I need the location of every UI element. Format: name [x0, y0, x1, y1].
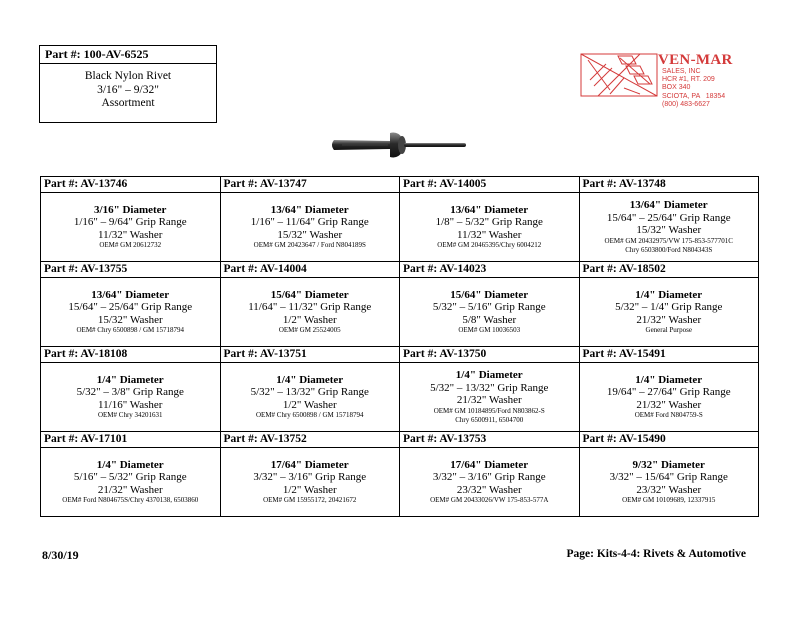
table-row: [41, 278, 759, 347]
grip-range: 1/8" – 5/32" Grip Range: [435, 216, 543, 229]
logo-address-line: (800) 483-6627: [662, 100, 710, 108]
grip-range: 3/32" – 15/64" Grip Range: [609, 471, 728, 484]
oem-reference: OEM# GM 10109689, 12337915: [622, 496, 716, 505]
part-number-cell: Part #: AV-13750: [400, 347, 580, 363]
logo-address-line: SALES, INC: [662, 68, 701, 75]
washer-size: 1/2" Washer: [282, 398, 337, 411]
spec-cell: [400, 278, 580, 347]
logo-address-line: HCR #1, RT. 209: [662, 76, 715, 84]
logo-address-line: SCIOTA, PA 18354: [662, 92, 726, 100]
washer-size: 21/32" Washer: [97, 483, 163, 496]
footer-page-label: Page: Kits-4-4: Rivets & Automotive: [566, 548, 746, 560]
ven-mar-logo: [580, 50, 750, 110]
table-row-header: [41, 177, 759, 193]
part-number-cell: Part #: AV-13753: [400, 432, 580, 448]
diameter: 1/4" Diameter: [635, 373, 703, 386]
diameter: 17/64" Diameter: [450, 458, 529, 471]
grip-range: 5/16" – 5/32" Grip Range: [73, 471, 187, 484]
kit-description: [40, 64, 216, 111]
diameter: 13/64" Diameter: [270, 203, 349, 216]
spec-cell: [579, 448, 759, 517]
table-row-header: [41, 347, 759, 363]
diameter: 15/64" Diameter: [450, 288, 529, 301]
grip-range: 5/32" – 13/32" Grip Range: [430, 381, 549, 394]
washer-size: 21/32" Washer: [456, 394, 522, 407]
logo-company-name: VEN-MAR: [658, 52, 733, 68]
diameter: 3/16" Diameter: [94, 203, 167, 216]
oem-reference: Chry 6503800/Ford N804343S: [625, 245, 713, 254]
grip-range: 11/64" – 11/32" Grip Range: [248, 301, 372, 314]
washer-size: 11/32" Washer: [457, 228, 522, 241]
diameter: 13/64" Diameter: [91, 288, 170, 301]
oem-reference: OEM# GM 25524005: [278, 326, 341, 335]
oem-reference: OEM# Chry 34201631: [97, 411, 163, 420]
logo-address-line: BOX 340: [662, 84, 691, 92]
spec-cell: [579, 363, 759, 432]
grip-range: 19/64" – 27/64" Grip Range: [606, 386, 731, 399]
spec-cell: [41, 193, 221, 262]
part-header-box: [39, 45, 217, 123]
part-number-cell: Part #: AV-14023: [400, 262, 580, 278]
rivet-parts-table: [40, 176, 759, 517]
diameter: 15/64" Diameter: [270, 288, 349, 301]
part-number-cell: Part #: AV-13747: [220, 177, 400, 193]
grip-range: 1/16" – 11/64" Grip Range: [250, 216, 369, 229]
oem-reference: Chry 6500911, 6504700: [455, 415, 524, 424]
oem-reference: OEM# GM 20433026/VW 175-853-577A: [430, 496, 549, 505]
kit-part-number: Part #: 100-AV-6525: [40, 46, 216, 64]
washer-size: 15/32" Washer: [97, 313, 163, 326]
spec-cell: [220, 363, 400, 432]
oem-reference: OEM# GM 15955172, 20421672: [263, 496, 357, 505]
washer-size: 11/32" Washer: [98, 228, 163, 241]
table-row: [41, 363, 759, 432]
washer-size: 23/32" Washer: [456, 483, 522, 496]
spec-cell: [400, 363, 580, 432]
grip-range: 5/32" – 3/8" Grip Range: [76, 386, 184, 399]
rivet-illustration: [330, 128, 470, 162]
spec-cell: [579, 193, 759, 262]
grip-range: 3/32" – 3/16" Grip Range: [253, 471, 367, 484]
washer-size: 5/8" Washer: [462, 313, 517, 326]
oem-reference: OEM# GM 20465395/Chry 6004212: [437, 241, 542, 250]
diameter: 1/4" Diameter: [96, 373, 164, 386]
table-row: [41, 193, 759, 262]
grip-range: 5/32" – 5/16" Grip Range: [432, 301, 546, 314]
spec-cell: [220, 278, 400, 347]
kit-description-line: Black Nylon Rivet: [84, 70, 172, 82]
diameter: 1/4" Diameter: [635, 288, 703, 301]
part-number-cell: Part #: AV-13752: [220, 432, 400, 448]
spec-cell: [400, 193, 580, 262]
part-number-cell: Part #: AV-18108: [41, 347, 221, 363]
washer-size: 21/32" Washer: [636, 313, 702, 326]
oem-reference: OEM# GM 20423647 / Ford N804189S: [253, 241, 366, 250]
part-number-cell: Part #: AV-13748: [579, 177, 759, 193]
table-row-header: [41, 262, 759, 278]
washer-size: 23/32" Washer: [636, 483, 702, 496]
oem-reference: OEM# GM 10184895/Ford N803862-S: [433, 406, 545, 415]
grip-range: 5/32" – 1/4" Grip Range: [615, 301, 723, 314]
spec-cell: [220, 448, 400, 517]
diameter: 13/64" Diameter: [450, 203, 529, 216]
diameter: 1/4" Diameter: [455, 369, 523, 382]
part-number-cell: Part #: AV-13755: [41, 262, 221, 278]
oem-reference: OEM# Ford N804759-S: [634, 411, 703, 420]
washer-size: 1/2" Washer: [282, 313, 337, 326]
spec-cell: [579, 278, 759, 347]
footer-date: 8/30/19: [42, 548, 79, 562]
washer-size: 15/32" Washer: [636, 224, 702, 237]
table-row: [41, 448, 759, 517]
diameter: 13/64" Diameter: [629, 199, 708, 212]
diameter: 1/4" Diameter: [96, 458, 164, 471]
oem-reference: OEM# GM 20432975/VW 175-853-577701C: [604, 236, 733, 245]
spec-cell: [41, 363, 221, 432]
washer-size: 15/32" Washer: [277, 228, 343, 241]
kit-description-line: Assortment: [101, 97, 155, 109]
grip-range: 1/16" – 9/64" Grip Range: [73, 216, 187, 229]
part-number-cell: Part #: AV-14005: [400, 177, 580, 193]
grip-range: 15/64" – 25/64" Grip Range: [606, 211, 731, 224]
part-number-cell: Part #: AV-14004: [220, 262, 400, 278]
oem-reference: OEM# GM 10036503: [458, 326, 521, 335]
logo-address: [662, 68, 725, 109]
spec-cell: [220, 193, 400, 262]
kit-description-line: 3/16" – 9/32": [97, 83, 159, 96]
washer-size: 11/16" Washer: [98, 398, 163, 411]
grip-range: 15/64" – 25/64" Grip Range: [68, 301, 193, 314]
oem-reference: OEM# Ford N804675S/Chry 4370138, 6503860: [62, 496, 199, 505]
oem-reference: OEM# Chry 6500898 / GM 15718794: [255, 411, 364, 420]
diameter: 17/64" Diameter: [270, 458, 349, 471]
part-number-cell: Part #: AV-15490: [579, 432, 759, 448]
spec-cell: [41, 448, 221, 517]
washer-size: 21/32" Washer: [636, 398, 702, 411]
spec-cell: [41, 278, 221, 347]
logo-mark-icon: [580, 50, 662, 100]
grip-range: 5/32" – 13/32" Grip Range: [250, 386, 369, 399]
diameter: 1/4" Diameter: [276, 373, 344, 386]
spec-cell: [400, 448, 580, 517]
part-number-cell: Part #: AV-13751: [220, 347, 400, 363]
table-row-header: [41, 432, 759, 448]
diameter: 9/32" Diameter: [632, 458, 705, 471]
part-number-cell: Part #: AV-17101: [41, 432, 221, 448]
grip-range: 3/32" – 3/16" Grip Range: [432, 471, 546, 484]
oem-reference: General Purpose: [645, 326, 692, 335]
washer-size: 1/2" Washer: [282, 483, 337, 496]
oem-reference: OEM# Chry 6500898 / GM 15718794: [76, 326, 185, 335]
part-number-cell: Part #: AV-18502: [579, 262, 759, 278]
part-number-cell: Part #: AV-13746: [41, 177, 221, 193]
oem-reference: OEM# GM 20612732: [99, 241, 162, 250]
part-number-cell: Part #: AV-15491: [579, 347, 759, 363]
